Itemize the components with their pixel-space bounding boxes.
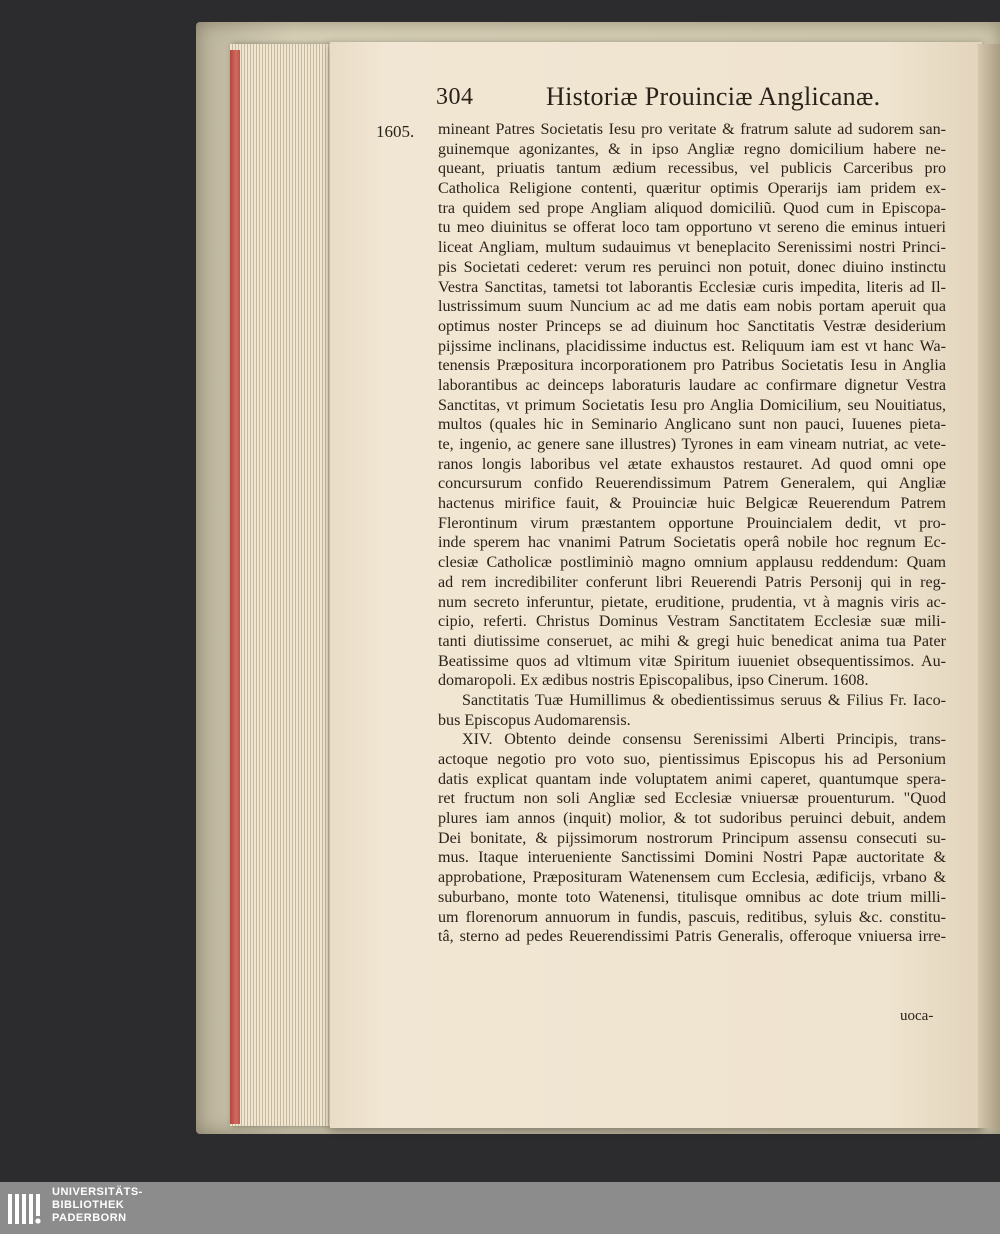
text-line: tanti diutissime conseruet, ac mihi & gregi huic benedicat anima tua Pater [438,632,946,650]
margin-year: 1605. [376,122,415,141]
text-line: multos (quales hic in Seminario Anglicano sunt non pauci, Iuuenes pieta- [438,416,946,434]
text-line: Flerontinum virum præstantem opportune Prouincialem dedit, vt pro- [438,514,946,532]
page-header [436,84,936,118]
text-line: te, ingenio, ac genere sane illustres) Tyrones in eam vineam nutriat, ac vete- [438,436,946,453]
red-page-edge [230,50,240,1124]
text-line: tâ, sterno ad pedes Reuerendissimi Patris Generalis, offeroque vniuersa irre- [438,928,946,946]
text-line: actoque negotio pro voto suo, pientissimus Episcopus his ad Personium [438,751,946,768]
text-line: um florenorum annuorum in fundis, pascuis, reditibus, syluis &c. constitu- [438,908,946,926]
text-line: clesiæ Catholicæ postliminiò magno omnium applausu reddendum: Quam [438,554,946,572]
text-line: XIV. Obtento deinde consensu Serenissimi Alberti Principis, trans- [462,731,946,749]
logo-line: BIBLIOTHEK [52,1199,125,1211]
text-line: tu meo diuinitus se offerat loco tam opportuno vt sereno die eminus intueri [438,219,946,237]
text-line: Dei bonitate, & pijssimorum nostrorum Principum assensu consecuti su- [438,829,946,847]
catchword: uoca- [900,1008,934,1024]
body-text [438,120,946,947]
text-line: lustrissimum suum Nuncium ac ad me datis eam nobis portam aperuit qua [438,298,946,316]
page-number: 304 [436,84,474,110]
text-line: domaropoli. Ex ædibus nostris Episcopalibus, ipso Cinerum. 1608. [438,672,869,690]
text-line: Beatissime quos ad vltimum vitæ Spiritum iuueniet obsequentissimos. Au- [438,652,946,670]
text-line: ad rem incredibiliter conferunt libri Reuerendi Patris Personij qui in reg- [438,573,946,591]
text-line: liceat Angliam, multum sudauimus vt beneplacito Serenissimi nostri Princi- [438,239,946,257]
text-line: datis explicat quantam inde voluptatem animi caperet, quantumque spera- [438,770,946,788]
logo-line: UNIVERSITÄTS- [52,1186,143,1198]
text-line: tenensis Præpositura incorporationem pro Patribus Societatis Iesu in Anglia [438,357,946,375]
text-line: ranos longis laboribus vel ætate exhaustos restauret. Ad quod omni ope [438,455,946,473]
text-line: Catholica Religione contenti, quæritur optimis Operarijs iam pridem ex- [438,180,946,198]
running-head: Historiæ Prouinciæ Anglicanæ. [546,82,881,111]
library-logo-icon [6,1190,44,1228]
text-line: mineant Patres Societatis Iesu pro veritate & fratrum salute ad sudorem san- [438,121,946,138]
text-line: guinemque agonizantes, & in ipso Angliæ regno domicilium habere ne- [438,140,946,158]
text-line: Vestra Sanctitas, tametsi tot laborantis Ecclesiæ curis impedita, literis ad Il- [438,278,946,296]
text-line: suburbano, monte toto Watenensi, titulisque omnibus ac dote trium milli- [438,888,946,906]
text-line: Sanctitatis Tuæ Humillimus & obedientissimus seruus & Filius Fr. Iaco- [462,691,946,709]
page-curl [978,44,1000,1128]
text-line: ret fructum non soli Angliæ sed Ecclesiæ vniuersæ prouenturum. "Quod [438,790,946,808]
text-line: pis Societati cederet: verum res peruinci non potuit, donec diuino instinctu [438,258,946,276]
text-line: cipio, referti. Christus Dominus Vestram Sanctitatem Ecclesiæ suæ mili- [438,613,946,631]
library-logo-text [52,1186,143,1225]
page-edges [230,44,330,1126]
logo-line: PADERBORN [52,1212,127,1224]
text-line: hactenus mirifice fauit, & Prouinciæ huic Belgicæ Reuerendum Patrem [438,495,946,513]
text-line: queant, priuatis tantum ædium recessibus, vel publicis Carceribus pro [438,160,946,178]
text-line: num secreto inferuntur, pietate, eruditione, prudentia, vt à magnis viris ac- [438,593,946,611]
text-line: tra quidem sed prope Angliam aliquod domiciliũ. Quod cum in Episcopa- [438,199,946,217]
text-line: laborantibus ac deinceps laboraturis laudare ac confirmare dignetur Vestra [438,376,946,394]
text-line: inde sperem hac vnanimi Patrum Societatis operâ nobile hoc regnum Ec- [438,534,946,552]
text-line: bus Episcopus Audomarensis. [438,711,631,729]
text-line: concursurum confido Reuerendissimum Patrem Generalem, qui Angliæ [438,475,946,493]
text-line: mus. Itaque interueniente Sanctissimi Domini Nostri Papæ auctoritate & [438,849,946,867]
text-line: approbatione, Præposituram Watenensem cum Ecclesia, ædificijs, vrbano & [438,869,946,887]
text-line: Sanctitas, vt primum Societatis Iesu pro Anglia Domicilium, seu Nouitiatus, [438,396,946,414]
text-line: optimus noster Princeps se ad diuinum hoc Sanctitatis Vestræ desiderium [438,317,946,335]
text-line: pijssime inclinans, placidissime inductus est. Reliquum iam est vt hanc Wa- [438,337,946,355]
library-footer [0,1182,1000,1234]
text-line: plures iam annos (inquit) molior, & tot sudoribus peruinci debuit, andem [438,810,946,828]
